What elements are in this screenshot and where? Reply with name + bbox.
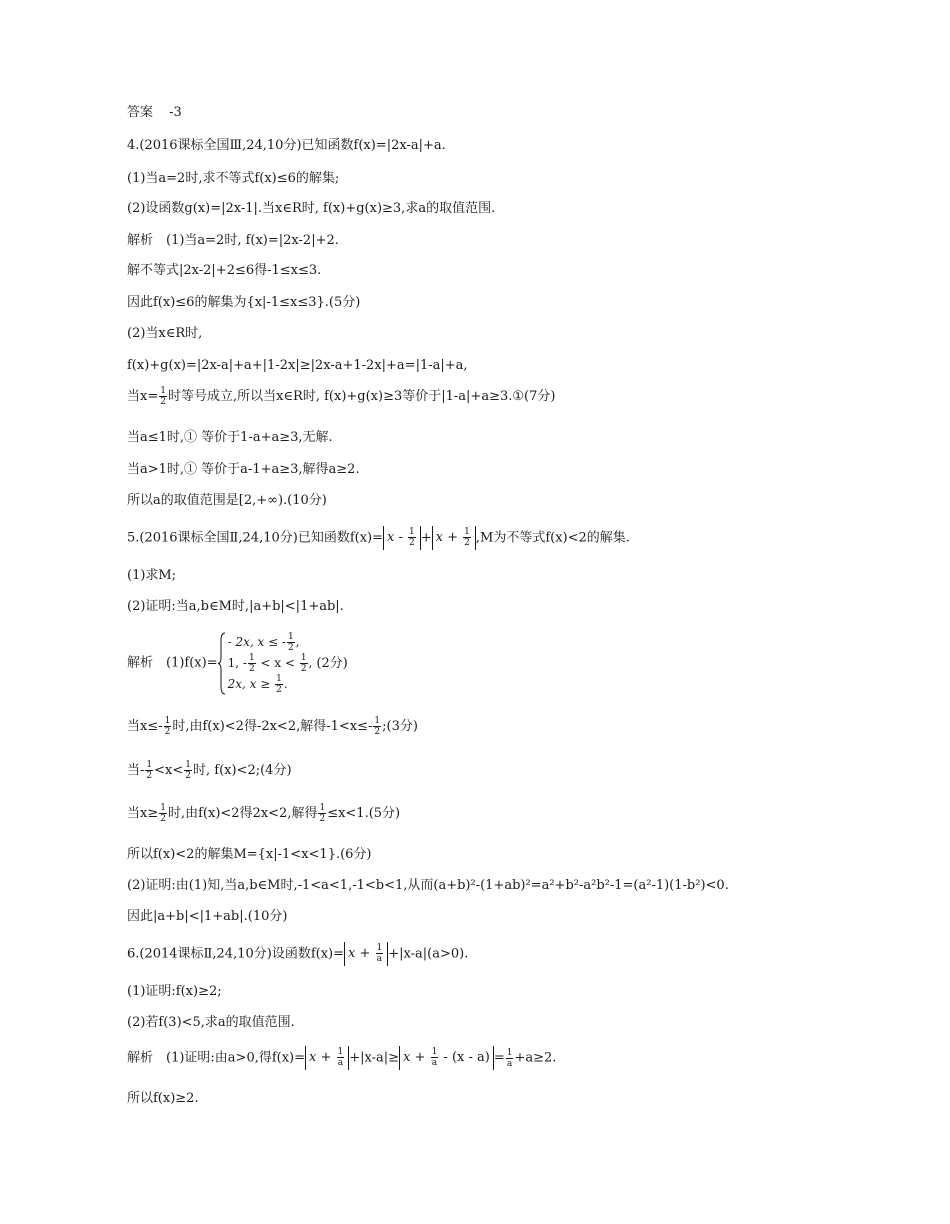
- answer-value: -3: [169, 105, 182, 120]
- piecewise-case-1: - 2x, x ≤ - $\frac{1}{2}$ ,: [227, 632, 300, 653]
- problem-4-q1: (1)当a=2时,求不等式f(x)≤6的解集;: [127, 171, 340, 186]
- piecewise-case-3: 2x, x ≥ $\frac{1}{2}$ .: [227, 674, 288, 695]
- abs-value-expression: x + $\frac{1}{a}$: [344, 942, 388, 966]
- problem-4-q2: (2)设函数g(x)=|2x-1|.当x∈R时, f(x)+g(x)≥3,求a的取值范围.: [127, 201, 496, 216]
- problem-5-title: 5.(2016课标全国Ⅱ,24,10分)已知函数f(x)= x - $\frac{1}{2}$ + x + $\frac{1}{2}$ ,M为不等式f(x)<2的解集.: [127, 527, 630, 548]
- problem-6-solution-1: 解析 (1)证明:由a>0,得f(x)= x + $\frac{1}{a}$ +|x-a|≥ x + $\frac{1}{a}$ - (x - a) = $\frac{1}{a}$ +a≥2.: [127, 1047, 557, 1069]
- problem-5-solution-3: 当- $\frac{1}{2}$ <x< $\frac{1}{2}$ 时, f(x)<2;(4分): [127, 760, 292, 781]
- problem-6-title: 6.(2014课标Ⅱ,24,10分)设函数f(x)= x + $\frac{1}{a}$ +|x-a|(a>0).: [127, 943, 469, 964]
- problem-4-solution-5: f(x)+g(x)=|2x-a|+a+|1-2x|≥|2x-a+1-2x|+a=|1-a|+a,: [127, 358, 468, 373]
- problem-6-q1: (1)证明:f(x)≥2;: [127, 984, 222, 999]
- problem-4-solution-6: 当x= $\frac{1}{2}$ 时等号成立,所以当x∈R时, f(x)+g(x)≥3等价于|1-a|+a≥3.①(7分): [127, 386, 556, 407]
- problem-4-solution-7: 当a≤1时,① 等价于1-a+a≥3,无解.: [127, 430, 333, 445]
- abs-value-expression: x + $\frac{1}{2}$: [432, 526, 476, 550]
- problem-5-solution-5: 所以f(x)<2的解集M={x|-1<x<1}.(6分): [127, 847, 372, 862]
- problem-4-solution-3: 因此f(x)≤6的解集为{x|-1≤x≤3}.(5分): [127, 295, 361, 310]
- problem-4-solution-1: 解析 (1)当a=2时, f(x)=|2x-2|+2.: [127, 233, 339, 248]
- problem-5-solution-1: 解析 (1)f(x)= - 2x, x ≤ - $\frac{1}{2}$ , 1, - $\frac{1}{2}$ < x < $\frac{1}{2}$ , 2x, x ≥ $\frac{1}{2}$ . (2分): [127, 632, 348, 695]
- answer-label: 答案: [127, 105, 154, 120]
- problem-4-title: 4.(2016课标全国Ⅲ,24,10分)已知函数f(x)=|2x-a|+a.: [127, 138, 446, 153]
- fraction-one-half: $\frac{1}{2}$: [160, 386, 166, 407]
- abs-value-expression: x - $\frac{1}{2}$: [383, 526, 421, 550]
- problem-6-q2: (2)若f(3)<5,求a的取值范围.: [127, 1015, 295, 1030]
- problem-6-solution-2: 所以f(x)≥2.: [127, 1091, 199, 1106]
- answer-line: [127, 104, 182, 122]
- abs-value-expression: x + $\frac{1}{a}$: [305, 1046, 349, 1070]
- problem-5-solution-4: 当x≥ $\frac{1}{2}$ 时,由f(x)<2得2x<2,解得 $\frac{1}{2}$ ≤x<1.(5分): [127, 803, 401, 824]
- problem-4-solution-2: 解不等式|2x-2|+2≤6得-1≤x≤3.: [127, 263, 322, 278]
- problem-5-q1: (1)求M;: [127, 568, 177, 583]
- problem-4-solution-8: 当a>1时,① 等价于a-1+a≥3,解得a≥2.: [127, 462, 360, 477]
- problem-4-solution-9: 所以a的取值范围是[2,+∞).(10分): [127, 493, 327, 508]
- problem-4-solution-4: (2)当x∈R时,: [127, 326, 203, 341]
- piecewise-function: [218, 632, 313, 695]
- problem-5-solution-7: 因此|a+b|<|1+ab|.(10分): [127, 909, 288, 924]
- problem-5-solution-6: (2)证明:由(1)知,当a,b∈M时,-1<a<1,-1<b<1,从而(a+b)²-(1+ab)²=a²+b²-a²b²-1=(a²-1)(1-b²)<0.: [127, 878, 729, 893]
- piecewise-case-2: 1, - $\frac{1}{2}$ < x < $\frac{1}{2}$ ,: [227, 653, 313, 674]
- abs-value-expression: x + $\frac{1}{a}$ - (x - a): [399, 1046, 494, 1070]
- problem-5-q2: (2)证明:当a,b∈M时,|a+b|<|1+ab|.: [127, 599, 344, 614]
- problem-5-solution-2: 当x≤- $\frac{1}{2}$ 时,由f(x)<2得-2x<2,解得-1<x≤- $\frac{1}{2}$ ;(3分): [127, 716, 418, 737]
- left-brace-icon: [218, 632, 226, 695]
